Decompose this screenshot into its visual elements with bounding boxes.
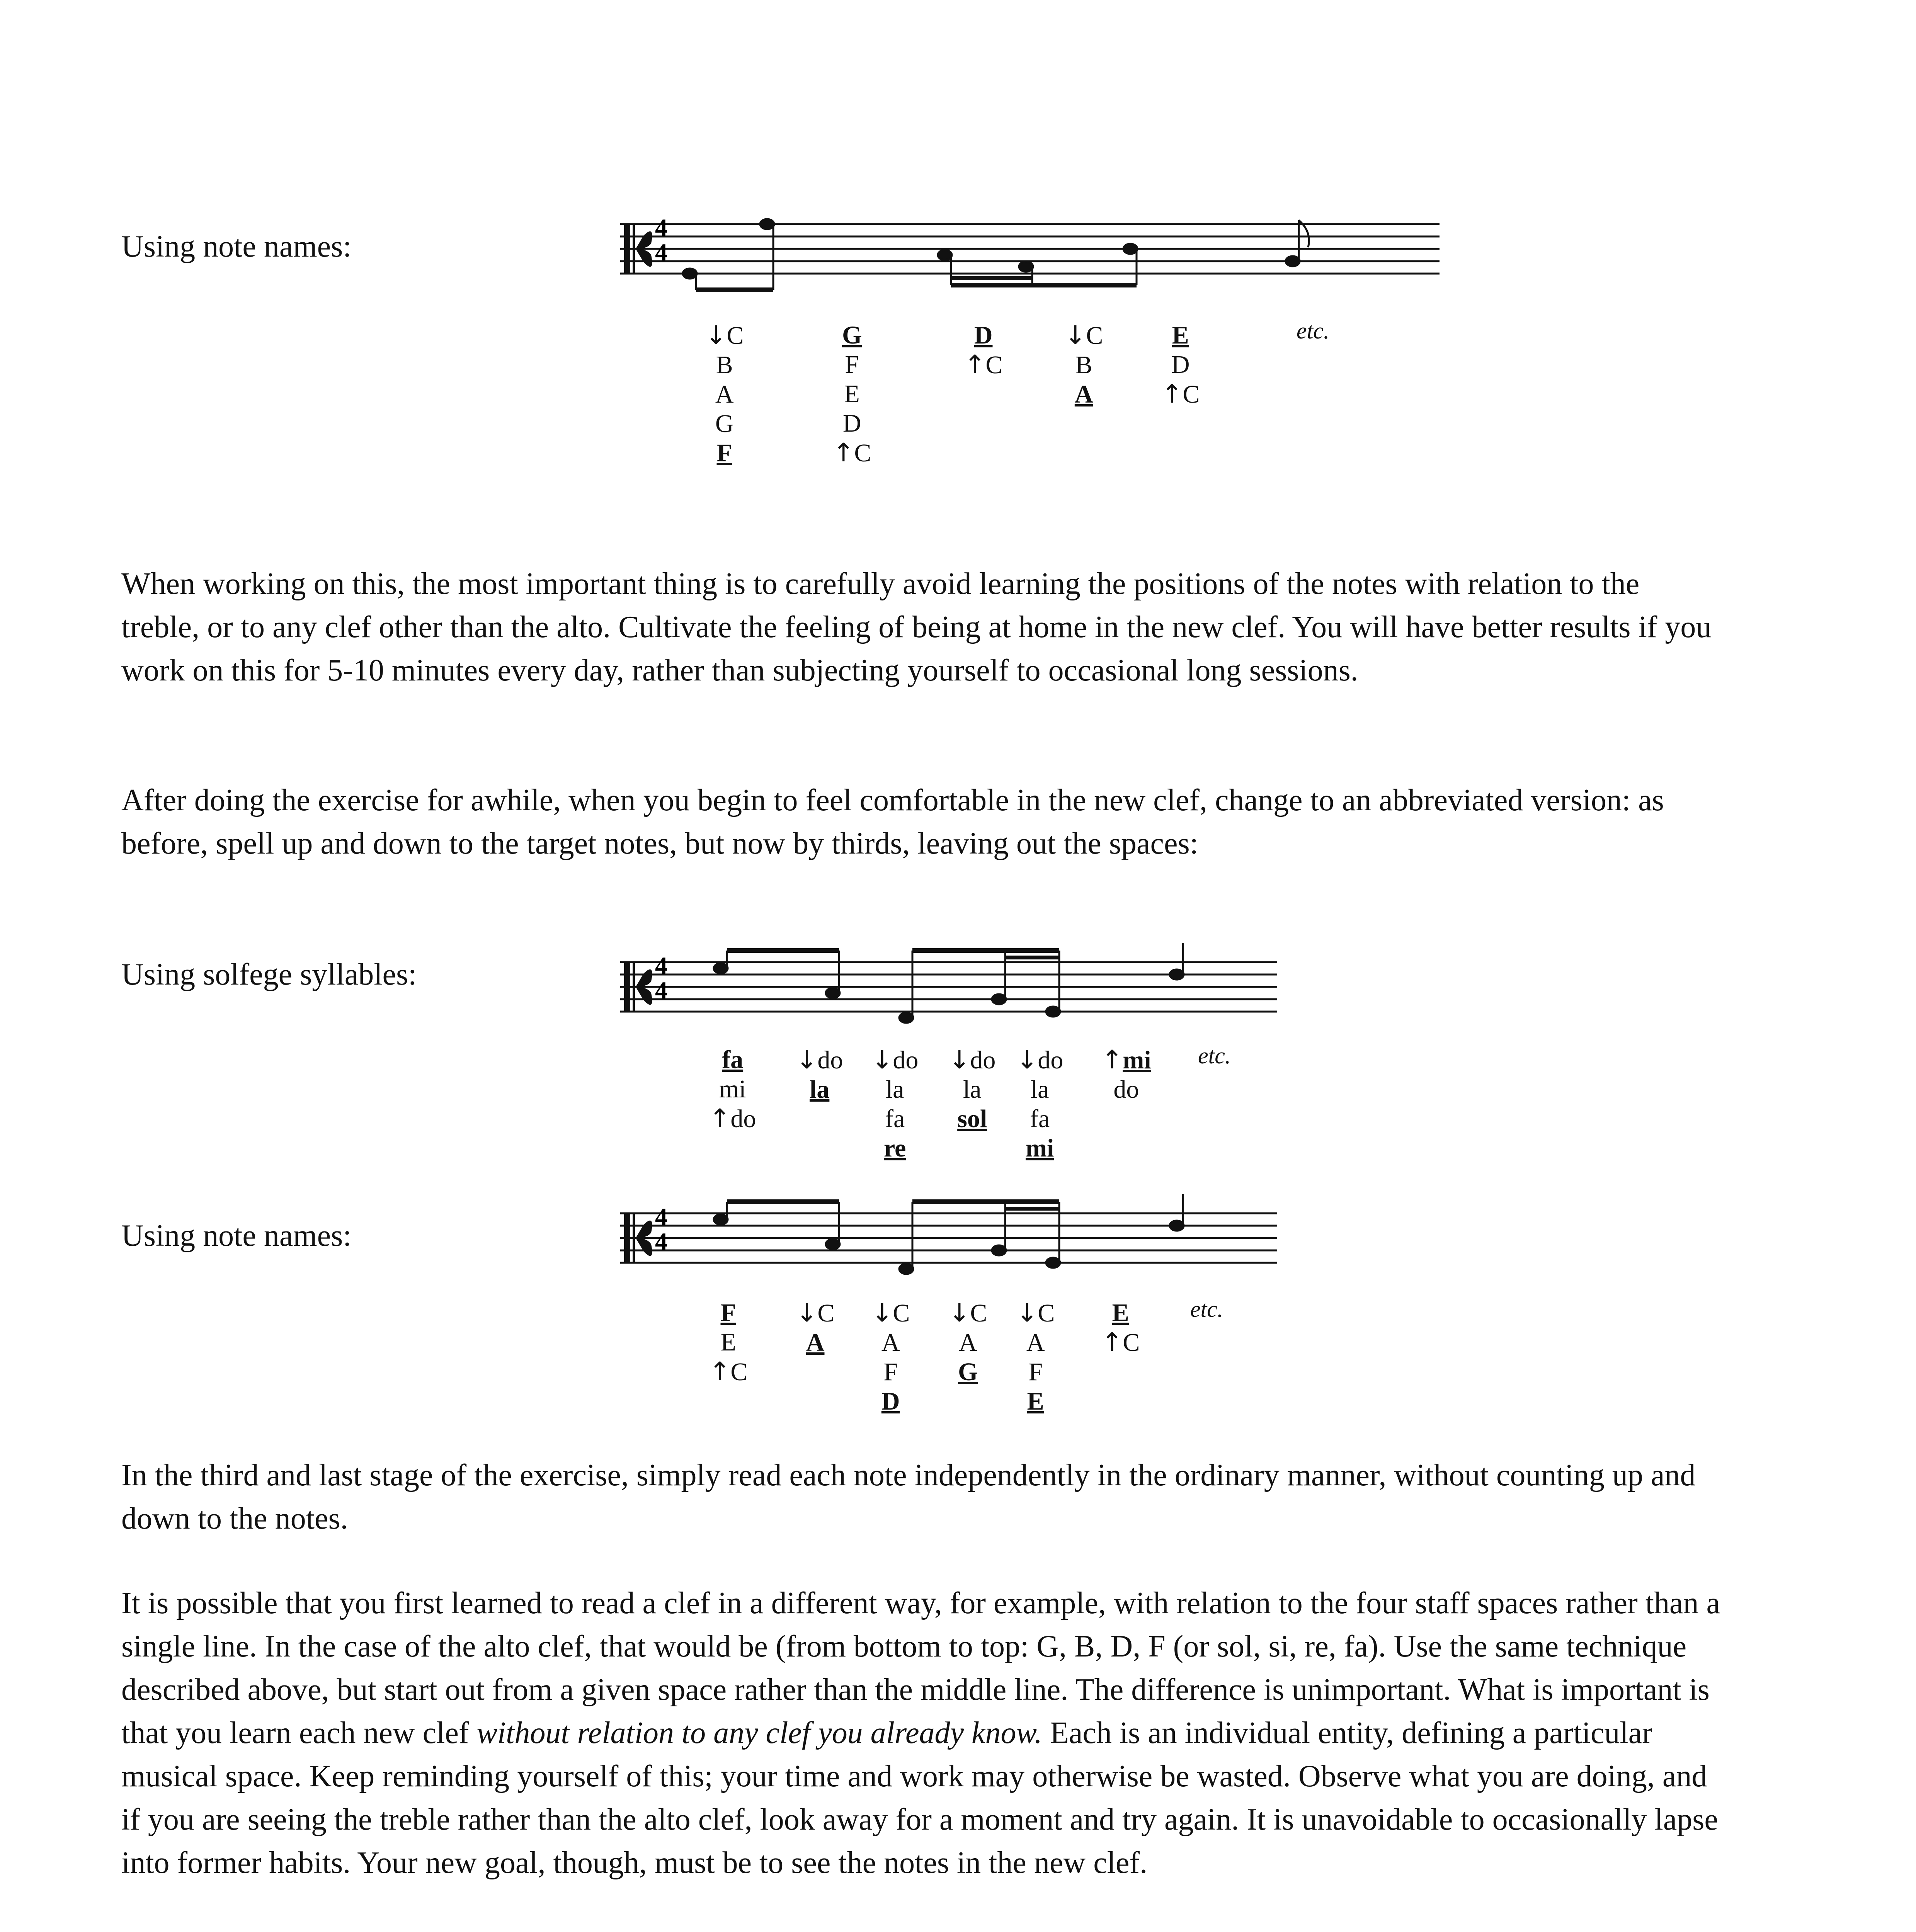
time-sig-bottom: 4 (655, 238, 667, 266)
ex1-col-3: D ↑C (964, 321, 1003, 379)
ex2-col-6: ↑mi do (1101, 1045, 1151, 1104)
ex2-col-3: ↓do la fa re (871, 1045, 919, 1162)
etc-2: etc. (1198, 1043, 1231, 1068)
notes-example-1 (683, 219, 1309, 290)
ex1-col-1: ↓C B A G F (705, 320, 744, 467)
ex2-col-4: ↓do la sol (949, 1045, 996, 1133)
ex3-col-3: ↓C A F D (871, 1298, 910, 1415)
staff-example-2 (620, 954, 1277, 1032)
example-3-label: Using note names: (121, 1219, 352, 1253)
svg-text:4: 4 (655, 976, 667, 1004)
example-1-label: Using note names: (121, 230, 352, 264)
paragraph-2: After doing the exercise for awhile, when you begin to feel comfortable in the new clef, change to an abbreviated version: as before, spell up and down to the target notes, but now by thirds, leaving out the spaces: (121, 783, 1664, 861)
svg-text:4: 4 (655, 1228, 667, 1255)
svg-text:4: 4 (655, 1203, 667, 1230)
ex2-col-2: ↓do la (796, 1045, 843, 1104)
ex3-col-2: ↓C A (796, 1298, 835, 1357)
paragraph-4: It is possible that you first learned to read a clef in a different way, for example, with relation to the four staff spaces rather than a single line. In the case of the alto clef, that would be (from bottom to top: G, B, D, F (or sol, si, re, fa). Use the same technique described above, but start out from a given space rather than the middle line. The difference is unimportant. What is important is that you learn each new clef without relation to any clef you already know. Each is an individual entity, defining a particular musical space. Keep reminding yourself of this; your time and work may otherwise be wasted. Observe what you are doing, and if you are seeing the treble rather than the alto clef, look away for a moment and try again. It is unavoidable to occasionally lapse into former habits. Your new goal, though, must be to see the notes in the new clef. (121, 1586, 1720, 1880)
ex3-col-6: E ↑C (1101, 1299, 1140, 1357)
time-sig-top: 4 (655, 214, 667, 241)
ex1-col-4: ↓C B A (1065, 320, 1103, 408)
ex1-col-5: E D ↑C (1161, 321, 1200, 409)
ex2-col-1: fa mi ↑do (709, 1046, 756, 1133)
paragraph-3: In the third and last stage of the exercise, simply read each note independently in the ordinary manner, without counting up and down to the notes. (121, 1458, 1696, 1536)
svg-text:4: 4 (655, 952, 667, 979)
ex3-col-1: F E ↑C (709, 1299, 748, 1386)
ex3-col-4: ↓C A G (949, 1298, 987, 1386)
ex3-col-5: ↓C A F E (1016, 1298, 1055, 1415)
ex2-col-5: ↓do la fa mi (1016, 1045, 1063, 1162)
emphasis-text: without relation to any clef you already know. (476, 1716, 1042, 1750)
staff-example-1 (620, 216, 1440, 294)
staff-example-3 (620, 1203, 1277, 1283)
ex1-col-2: G F E D ↑C (833, 321, 871, 468)
etc-3: etc. (1190, 1296, 1223, 1322)
paragraph-1: When working on this, the most important thing is to carefully avoid learning the positions of the notes with relation to the treble, or to any clef other than the alto. Cultivate the feeling of being at home in the new clef. You will have better results if you work on this for 5-10 minutes every day, rather than subjecting yourself to occasional long sessions. (121, 567, 1712, 687)
example-2-label: Using solfege syllables: (121, 957, 417, 992)
etc-1: etc. (1297, 318, 1329, 344)
